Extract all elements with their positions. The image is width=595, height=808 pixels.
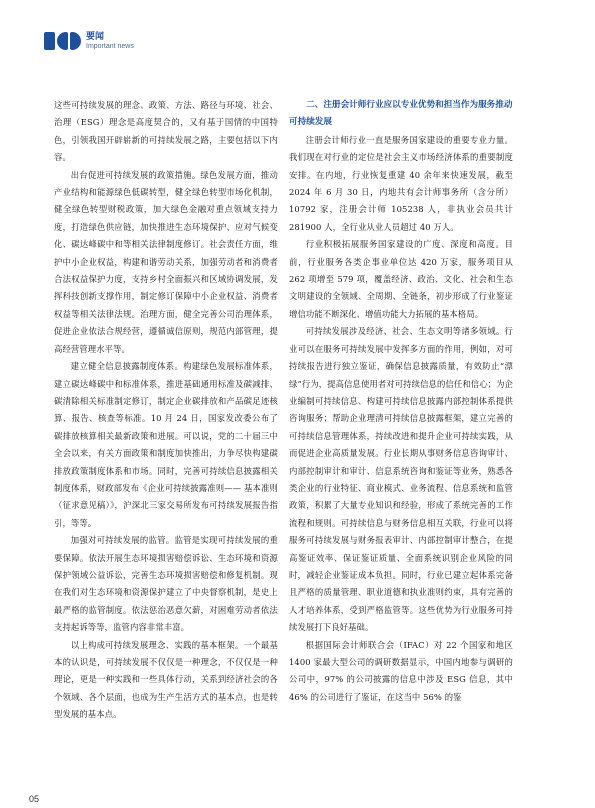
body-paragraph: 出台促进可持续发展的政策措施。绿色发展方面，推动产业结构和能源绿色低碳转型，健全绿色转型市场化机制，健全绿色转型财税政策，加大绿色金融对重点领域支持力度，打造绿色供应链，加快推进生态环境保护、应对气候变化、碳达峰碳中和等相关法律制度修订。社会责任方面，维护中小企业权益，构建和谐劳动关系，加强劳动者和消费者合法权益保护力度，支持乡村全面振兴和区域协调发展，发挥科技创新支撑作用，制定修订保障中小企业权益、消费者权益等相关法律法规。治理方面，健全完善公司治理体系，促进企业依法合规经营，遵循诚信原则，规范内部管理，提高经营管理水平等。	[54, 169, 278, 354]
page-number: 05	[29, 794, 40, 804]
cpa-logo-icon	[44, 30, 82, 52]
body-paragraph: 加强对可持续发展的监管。监管是实现可持续发展的重要保障。依法开展生态环境损害赔偿诉讼、生态环境和资源保护领域公益诉讼，完善生态环境损害赔偿和修复机制。现在我们对生态环境和资源保护建立了中央督察机制，是史上最严格的监管制度。依法惩治恶意欠薪，对困难劳动者依法支持起诉等等，监管内容非常丰富。	[54, 535, 278, 633]
body-paragraph: 以上构成可持续发展理念、实践的基本框架。一个最基本的认识是，可持续发展不仅仅是一种理念，不仅仅是一种理论，更是一种实践和一些具体行动，关系到经济社会的各个领域、各个层面，也成为生产生活方式的基本点，也是转型发展的基本点。	[54, 639, 278, 720]
section-heading: 二、注册会计师行业应以专业优势和担当作为服务推动可持续发展	[289, 100, 513, 128]
right-column	[289, 97, 513, 706]
body-paragraph: 建立健全信息披露制度体系。构建绿色发展标准体系，建立碳达峰碳中和标准体系，推进基础通用标准及碳减排、碳清除相关标准制定修订，制定企业碳排放和产品碳足迹核算、报告、核查等标准。10 月 24 日，国家发改委公布了碳排放核算相关最新政策和进展。可以说，党的二十届三中全会以来，有关方面政策和制度加快推出，力争尽快构建碳排放政策制度体系和市场。同时，完善可持续信息披露相关制度体系，财政部发布《企业可持续披露准则—— 基本准则（征求意见稿）》，沪深北三家交易所发布可持续发展报告指引，等等。	[54, 361, 278, 528]
body-paragraph: 注册会计师行业一直是服务国家建设的重要专业力量。我们现在对行业的定位是社会主义市场经济体系的重要制度安排。在内地，行业恢复重建 40 余年来快速发展，截至 2024 年 6 月 30 日，内地共有会计师事务所（含分所）10792 家，注册会计师 105238 人，非执业会员共计 281900 人，全行业从业人员超过 40 万人。	[289, 134, 513, 232]
body-paragraph: 行业积极拓展服务国家建设的广度、深度和高度。目前，行业服务各类企事业单位达 420 万家，服务项目从 262 项增至 579 项，覆盖经济、政治、文化、社会和生态文明建设的全领域、全周期、全链条，初步形成了行业鉴证增信功能不断深化、增值功能大力拓展的基本格局。	[289, 239, 513, 319]
left-column	[54, 97, 278, 724]
body-paragraph: 根据国际会计师联合会（IFAC）对 22 个国家和地区 1400 家最大型公司的调研数据显示，中国内地参与调研的公司中，97% 的公司披露的信息中涉及 ESG 信息，其中 46% 的公司进行了鉴证，在这当中 56% 的鉴	[289, 639, 513, 702]
section-label-cn: 要闻	[86, 31, 105, 42]
body-paragraph: 可持续发展涉及经济、社会、生态文明等诸多领域。行业可以在服务可持续发展中发挥多方面的作用，例如，对可持续报告进行独立鉴证，确保信息披露质量，有效防止“漂绿”行为，提高信息使用者对可持续信息的信任和信心；为企业编制可持续信息、构建可持续信息披露内部控制体系提供咨询服务；帮助企业理清可持续信息披露框架，建立完善的可持续信息管理体系，持续改进和提升企业可持续实践，从而促进企业高质量发展。行业长期从事财务信息咨询审计、内部控制审计和审计、信息系统咨询和鉴证等业务，熟悉各类企业的行业特征、商业模式、业务流程、信息系统和监管政策，积累了大量专业知识和经验，形成了系统完善的工作流程和规则。可持续信息与财务信息相互关联，行业可以将服务可持续发展与财务报表审计、内部控制审计整合，在提高鉴证效率、保证鉴证质量、全面系统识别企业风险的同时，减轻企业鉴证成本负担。同时，行业已建立起体系完备且严格的质量管理、职业道德和执业准则约束，具有完善的人才培养体系，受到严格监管等。这些优势为行业服务可持续发展打下良好基础。	[289, 326, 513, 633]
publication-logo	[44, 30, 134, 52]
section-label-en: Important news	[86, 42, 134, 50]
body-paragraph: 这些可持续发展的理念、政策、方法、路径与环境、社会、治理（ESG）理念是高度契合的，又有基于国情的中国特色，引领我国开辟崭新的可持续发展之路，主要包括以下内容。	[54, 100, 278, 163]
